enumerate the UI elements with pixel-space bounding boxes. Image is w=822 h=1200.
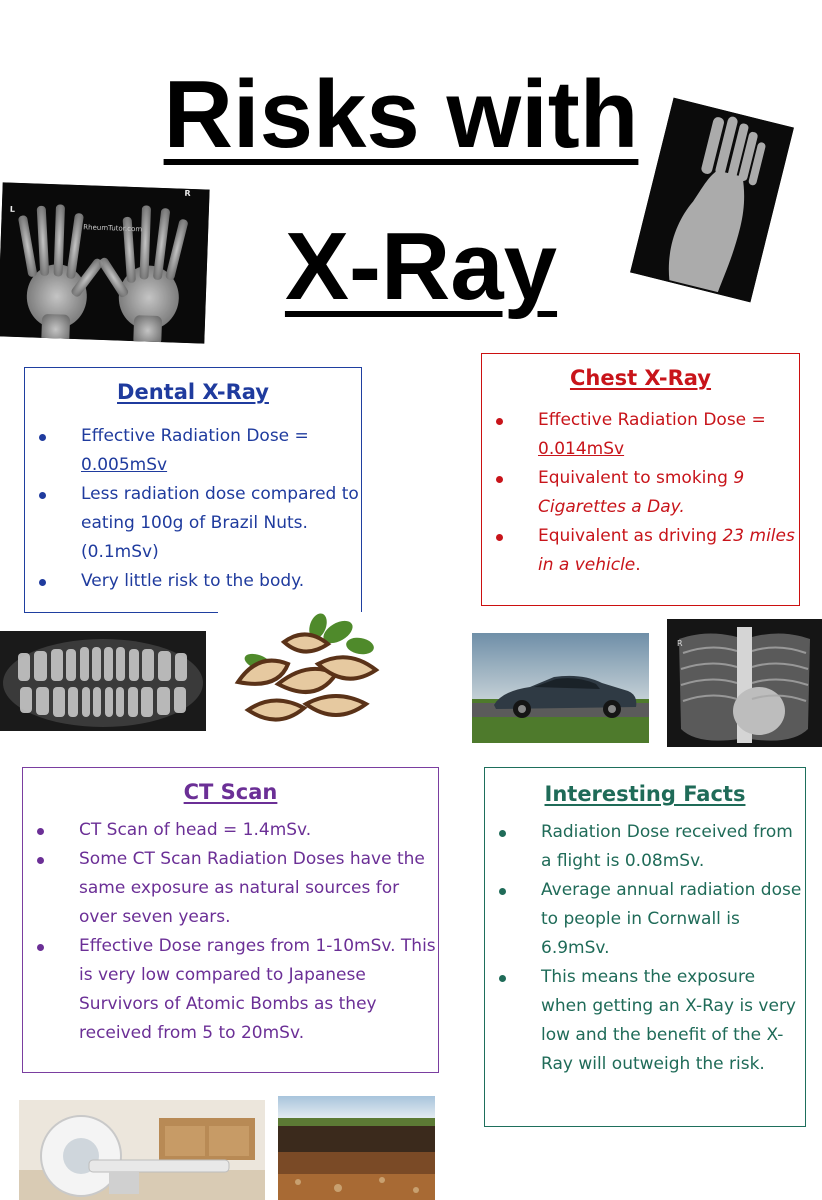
chest-bullet-1: Effective Radiation Dose = 0.014mSv	[482, 406, 799, 464]
dental-xray-box	[24, 367, 362, 613]
chest-dose-value: 0.014mSv	[538, 439, 625, 459]
hands-xray-left-marker: L	[9, 204, 16, 214]
chest-bullet-2: Equivalent to smoking 9 Cigarettes a Day.	[482, 464, 799, 522]
interesting-facts-box	[484, 767, 806, 1127]
ct-scan-box	[22, 767, 439, 1073]
chest-xray-box	[481, 353, 800, 606]
hands-xray-right-marker: R	[184, 188, 191, 198]
chest-xray-marker: R	[677, 639, 683, 648]
dental-heading: Dental X-Ray	[117, 380, 269, 404]
facts-bullet-2: Average annual radiation dose to people in Cornwall is 6.9mSv.	[485, 876, 805, 963]
hands-xray-watermark: RheumTutor.com	[83, 223, 143, 234]
page-title-line1: Risks with	[163, 61, 639, 168]
soil-layers-image	[278, 1096, 435, 1200]
ct-bullet-1: CT Scan of head = 1.4mSv.	[23, 816, 438, 845]
chest-heading: Chest X-Ray	[569, 366, 712, 390]
ct-heading: CT Scan	[183, 780, 278, 804]
ct-scanner-image	[19, 1100, 265, 1200]
dental-bullet-2: Less radiation dose compared to eating 100g of Brazil Nuts. (0.1mSv)	[25, 480, 361, 567]
chest-xray-image	[667, 619, 822, 747]
dental-bullet-1: Effective Radiation Dose = 0.005mSv	[25, 422, 361, 480]
car-image	[472, 633, 649, 743]
facts-bullet-1: Radiation Dose received from a flight is 0.08mSv.	[485, 818, 805, 876]
ct-bullet-3: Effective Dose ranges from 1-10mSv. This is very low compared to Japanese Survivors of Atomic Bombs as they received from 5 to 20mSv.	[23, 932, 438, 1048]
ct-bullet-2: Some CT Scan Radiation Doses have the same exposure as natural sources for over seven years.	[23, 845, 438, 932]
dental-bullet-3: Very little risk to the body.	[25, 567, 361, 596]
dental-panoramic-image	[0, 631, 206, 731]
facts-bullet-3: This means the exposure when getting an X-Ray is very low and the benefit of the X-Ray will outweigh the risk.	[485, 963, 805, 1079]
hands-xray-image	[0, 182, 210, 343]
brazil-nuts-image	[218, 612, 390, 734]
facts-heading: Interesting Facts	[544, 782, 746, 806]
chest-bullet-3: Equivalent as driving 23 miles in a vehicle.	[482, 522, 799, 580]
dental-dose-value: 0.005mSv	[81, 455, 168, 475]
page-title-line2: X-Ray	[284, 213, 558, 320]
